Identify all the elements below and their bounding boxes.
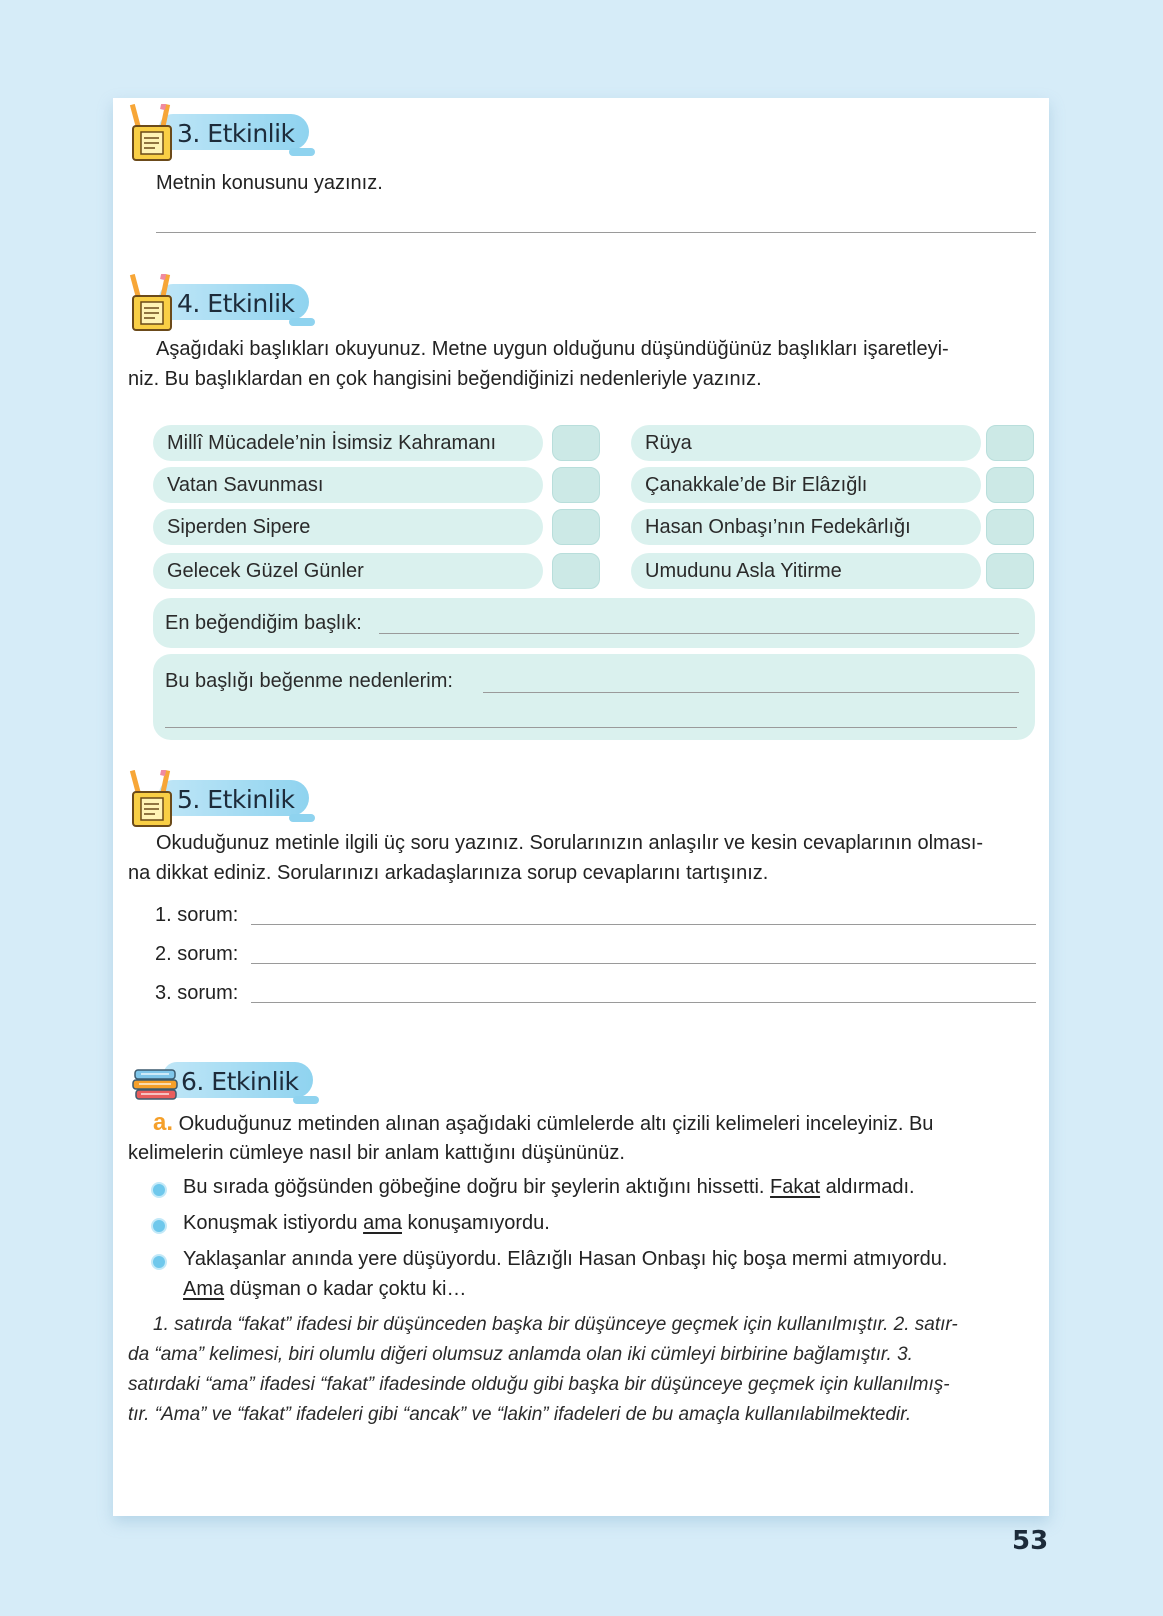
activity-4-prompt-line2: niz. Bu başlıklardan en çok hangisini beğendiğinizi nedenleriyle yazınız. — [128, 368, 762, 390]
title-checkbox[interactable] — [986, 553, 1034, 589]
activity-5-header — [119, 766, 319, 832]
title-option: Siperden Sipere — [153, 509, 543, 545]
title-option: Gelecek Güzel Günler — [153, 553, 543, 589]
title-option: Vatan Savunması — [153, 467, 543, 503]
pencil-cup-icon — [127, 770, 177, 830]
title-checkbox[interactable] — [986, 425, 1034, 461]
sentence-1: Bu sırada göğsünden göbeğine doğru bir şeylerin aktığını hissetti. Fakat aldırmadı. — [183, 1176, 915, 1198]
title-option: Hasan Onbaşı’nın Fedekârlığı — [631, 509, 981, 545]
activity-6-prompt-line1 — [153, 1108, 933, 1139]
pencil-cup-icon — [127, 104, 177, 164]
activity-5-title: 5. Etkinlik — [177, 785, 295, 814]
reasons-line[interactable] — [165, 727, 1017, 728]
sentence-3-line1: Yaklaşanlar anında yere düşüyordu. Elâzığlı Hasan Onbaşı hiç boşa mermi atmıyordu. — [183, 1248, 948, 1270]
activity-6-header — [123, 1048, 323, 1114]
bullet-dot — [153, 1256, 165, 1268]
activity-3-title: 3. Etkinlik — [177, 119, 295, 148]
title-checkbox[interactable] — [552, 425, 600, 461]
reasons-label: Bu başlığı beğenme nedenlerim: — [165, 670, 453, 692]
title-checkbox[interactable] — [552, 467, 600, 503]
underlined-word: Ama — [183, 1278, 225, 1300]
title-checkbox[interactable] — [986, 467, 1034, 503]
title-checkbox[interactable] — [986, 509, 1034, 545]
underlined-word: Fakat — [770, 1176, 821, 1198]
title-option: Millî Mücadele’nin İsimsiz Kahramanı — [153, 425, 543, 461]
part-a-letter: a. — [153, 1109, 174, 1136]
activity-4-title: 4. Etkinlik — [177, 289, 295, 318]
activity-6-prompt-line2: kelimelerin cümleye nasıl bir anlam kattığını düşününüz. — [128, 1142, 625, 1164]
underlined-word: ama — [363, 1212, 402, 1234]
favorite-title-panel — [153, 598, 1035, 648]
activity-5-prompt-line1: Okuduğunuz metinle ilgili üç soru yazınız. Sorularınızın anlaşılır ve kesin cevaplarının olması- — [156, 832, 984, 854]
reasons-line[interactable] — [483, 692, 1019, 693]
title-checkbox[interactable] — [552, 553, 600, 589]
explanation-line: da “ama” kelimesi, biri olumlu diğeri olumsuz anlamda olan iki cümleyi birbirine bağlamıştır. 3. — [128, 1344, 913, 1365]
sentence-3-line2: Ama düşman o kadar çoktu ki… — [183, 1278, 467, 1300]
question-label: 1. sorum: — [155, 904, 239, 926]
activity-6-title: 6. Etkinlik — [181, 1067, 299, 1096]
sentence-2: Konuşmak istiyordu ama konuşamıyordu. — [183, 1212, 550, 1234]
activity-5-prompt-line2: na dikkat ediniz. Sorularınızı arkadaşlarınıza sorup cevaplarını tartışınız. — [128, 862, 769, 884]
question-label: 2. sorum: — [155, 943, 239, 965]
activity-4-header — [119, 270, 319, 336]
question-answer-line[interactable] — [251, 1002, 1036, 1003]
pencil-cup-icon — [127, 274, 177, 334]
title-option: Rüya — [631, 425, 981, 461]
favorite-title-line[interactable] — [379, 633, 1019, 634]
favorite-title-label: En beğendiğim başlık: — [165, 612, 362, 634]
reasons-panel — [153, 654, 1035, 740]
question-answer-line[interactable] — [251, 924, 1036, 925]
activity-3-prompt: Metnin konusunu yazınız. — [156, 172, 383, 194]
activity-6-prompt-text: Okuduğunuz metinden alınan aşağıdaki cümlelerde altı çizili kelimeleri inceleyiniz. Bu — [178, 1113, 934, 1135]
title-option: Umudunu Asla Yitirme — [631, 553, 981, 589]
bullet-dot — [153, 1184, 165, 1196]
question-label: 3. sorum: — [155, 982, 239, 1004]
bullet-dot — [153, 1220, 165, 1232]
explanation-line: 1. satırda “fakat” ifadesi bir düşünceden başka bir düşünceye geçmek için kullanılmıştır. 2. satır- — [153, 1314, 958, 1335]
question-answer-line[interactable] — [251, 963, 1036, 964]
title-option: Çanakkale’de Bir Elâzığlı — [631, 467, 981, 503]
worksheet-page — [113, 98, 1049, 1516]
page-number: 53 — [1012, 1526, 1049, 1556]
explanation-line: tır. “Ama” ve “fakat” ifadeleri gibi “ancak” ve “lakin” ifadeleri de bu amaçla kullanılabilmektedir. — [128, 1404, 912, 1425]
title-checkbox[interactable] — [552, 509, 600, 545]
activity-3-header — [119, 100, 319, 166]
explanation-line: satırdaki “ama” ifadesi “fakat” ifadesinde olduğu gibi başka bir düşünceye geçmek için kullanılmış- — [128, 1374, 950, 1395]
activity-4-prompt-line1: Aşağıdaki başlıkları okuyunuz. Metne uygun olduğunu düşündüğünüz başlıkları işaretleyi- — [156, 338, 949, 360]
topic-answer-line[interactable] — [156, 232, 1036, 233]
books-icon — [131, 1052, 181, 1112]
